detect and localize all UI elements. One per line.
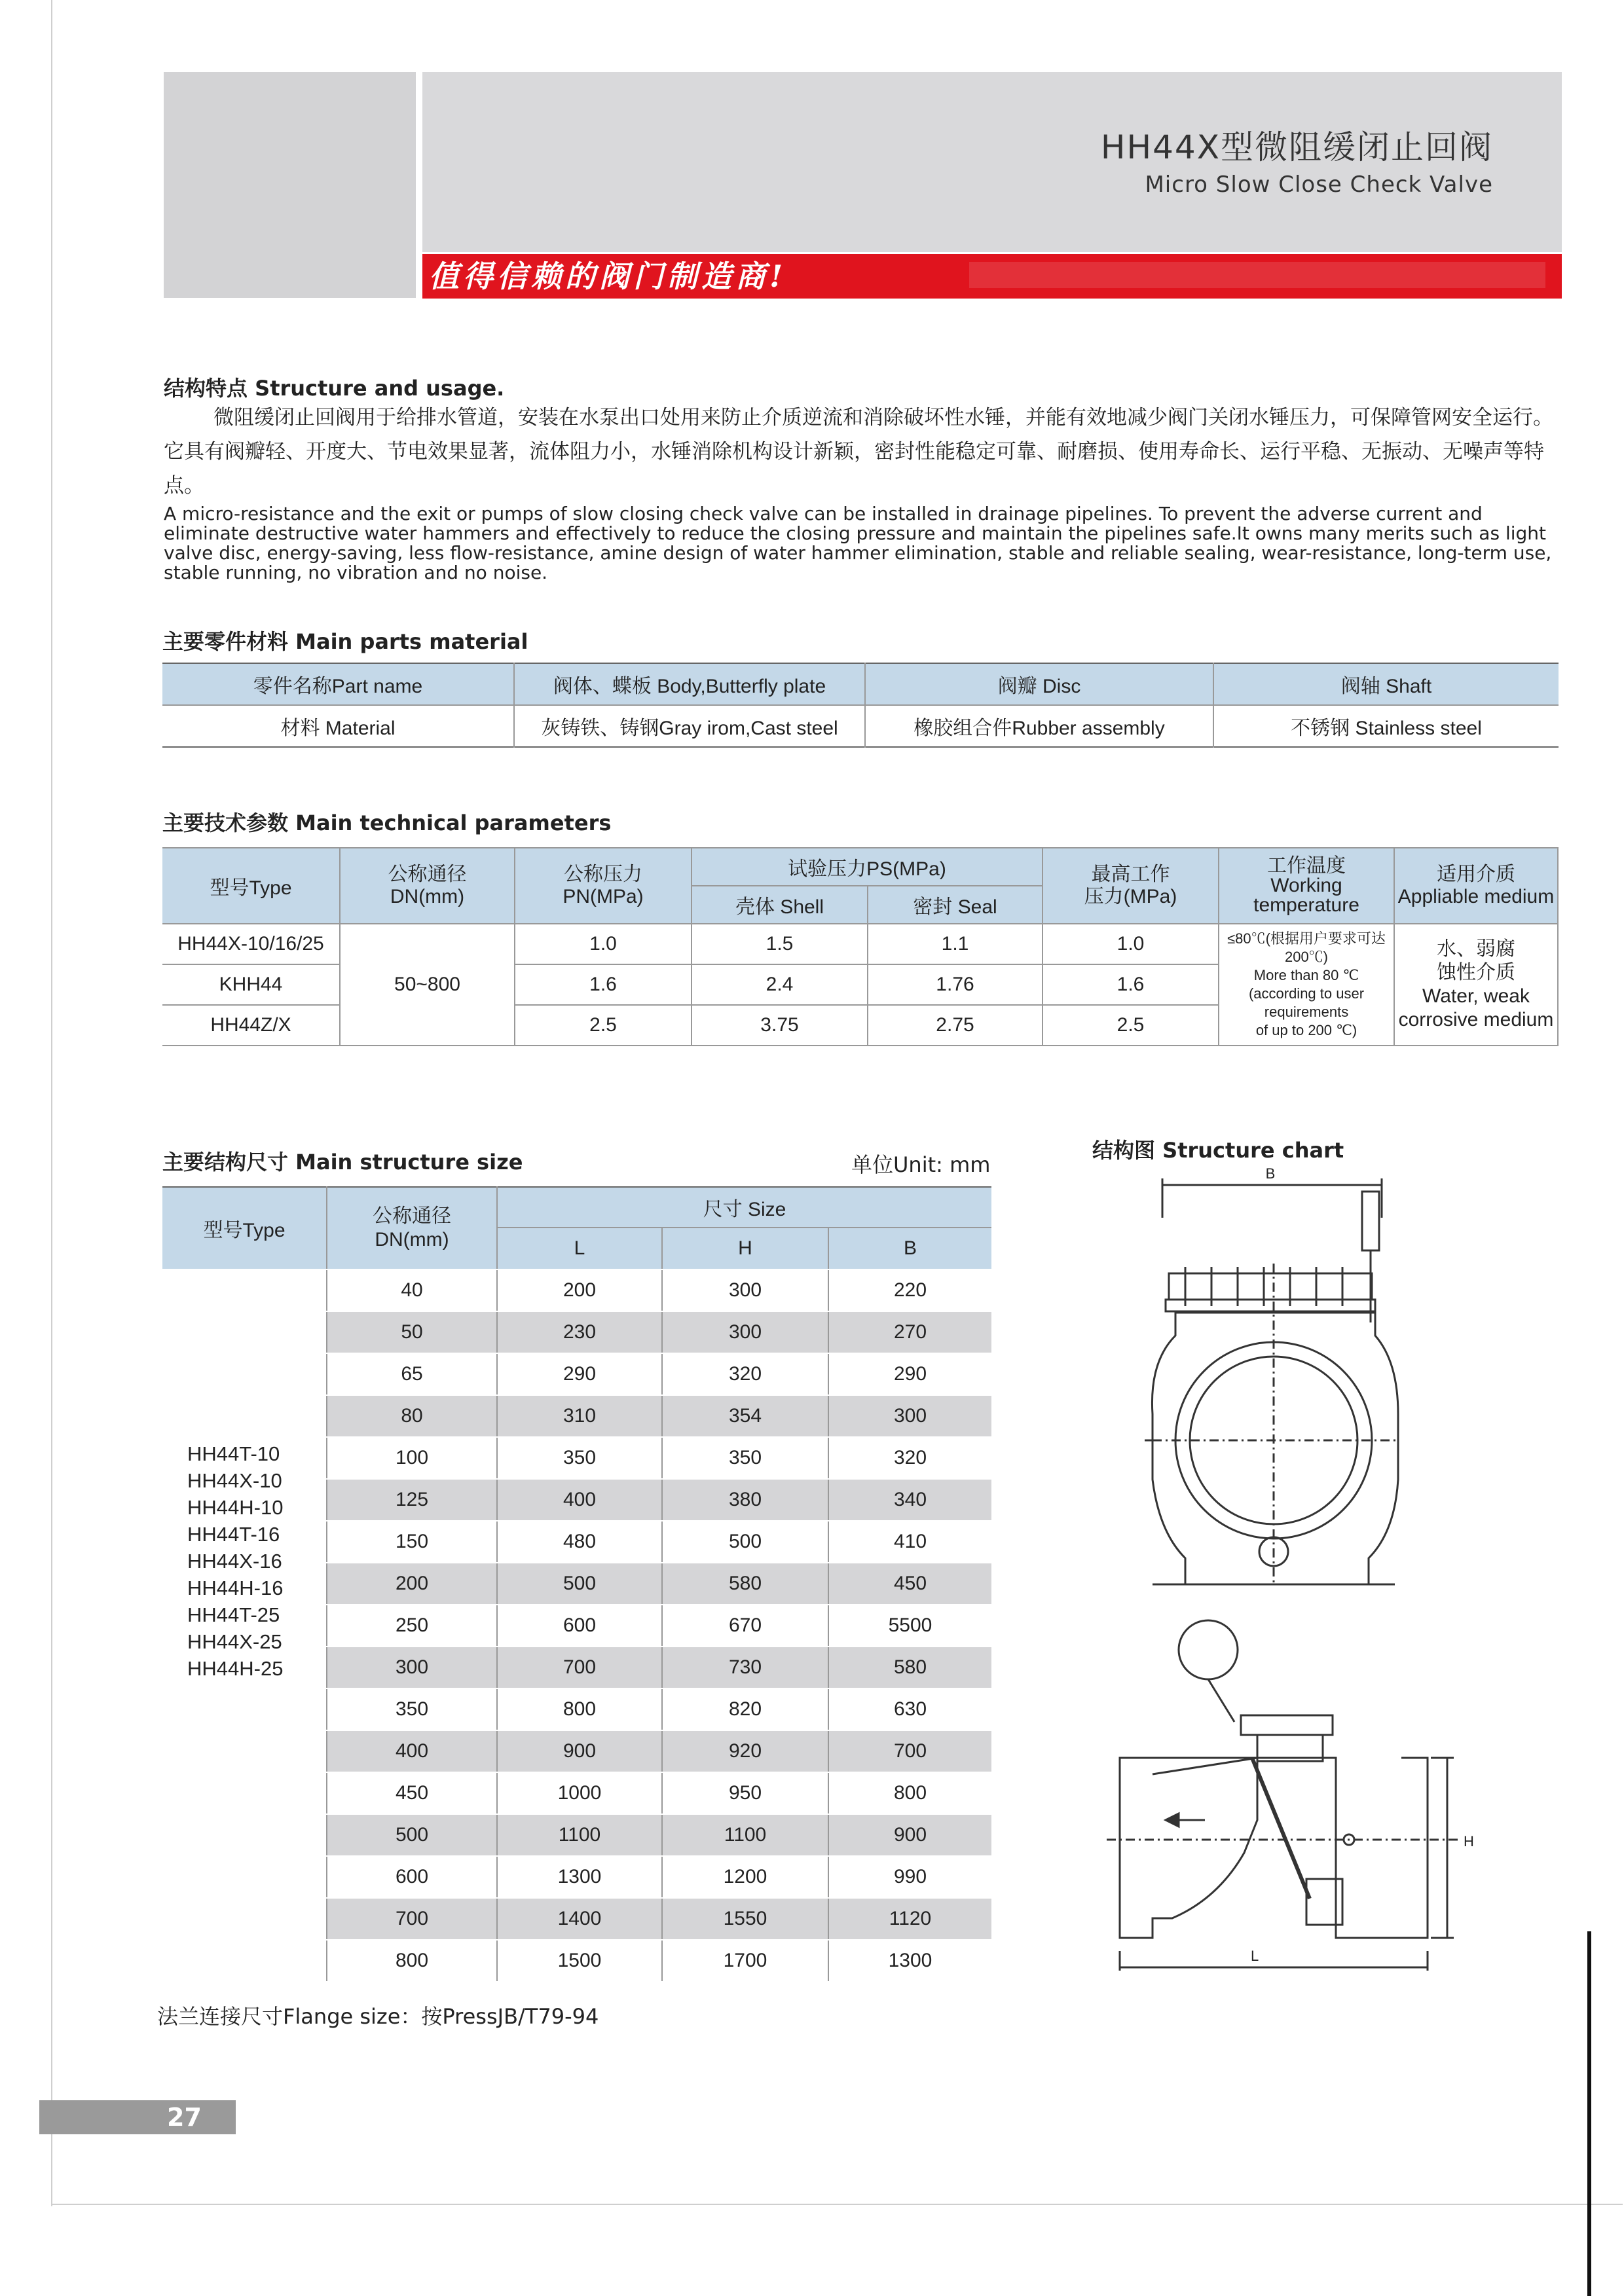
sizes-dn: 125	[327, 1479, 497, 1521]
tech-temp: ≤80℃(根据用户要求可达200℃) More than 80 ℃ (according to user requirements of up to 200 ℃)	[1219, 924, 1394, 1046]
slogan-band-texture	[969, 262, 1545, 288]
sizes-dn: 50	[327, 1311, 497, 1353]
tech-pn: 1.6	[515, 964, 692, 1005]
sizes-l: 350	[497, 1437, 662, 1479]
sizes-l: 800	[497, 1688, 662, 1730]
sizes-h: 580	[662, 1563, 828, 1605]
structure-chart	[1087, 1165, 1480, 2016]
tech-medium: 水、弱腐 蚀性介质 Water, weak corrosive medium	[1394, 924, 1558, 1046]
sizes-h: 380	[662, 1479, 828, 1521]
sizes-l: 1300	[497, 1856, 662, 1898]
sizes-header-row	[162, 1187, 991, 1228]
tech-shell: 1.5	[692, 924, 868, 964]
sizes-b: 1120	[828, 1898, 991, 1940]
sizes-dn: 40	[327, 1269, 497, 1311]
tech-type: HH44X-10/16/25	[162, 924, 340, 964]
sizes-header-dn: 公称通径 DN(mm)	[327, 1187, 497, 1269]
sizes-h: 1700	[662, 1940, 828, 1982]
sizes-header-h: H	[662, 1228, 828, 1269]
model-name: HH44T-10	[187, 1442, 280, 1465]
sizes-h: 320	[662, 1353, 828, 1395]
sizes-b: 450	[828, 1563, 991, 1605]
label-b: B	[1265, 1165, 1276, 1182]
sizes-l: 600	[497, 1605, 662, 1647]
slogan-text: 值得信赖的阀门制造商!	[429, 259, 787, 294]
model-name: HH44X-16	[187, 1550, 282, 1573]
page-edge-mark	[1587, 1931, 1591, 2296]
materials-heading: 主要零件材料 Main parts material	[162, 629, 528, 654]
sizes-header-l: L	[497, 1228, 662, 1269]
label-l: L	[1251, 1948, 1259, 1964]
sizes-model-list	[162, 1269, 327, 1982]
materials-cell: 阀轴 Shaft	[1213, 663, 1559, 705]
sizes-b: 320	[828, 1437, 991, 1479]
sizes-b: 410	[828, 1521, 991, 1563]
tech-header-medium: 适用介质 Appliable medium	[1394, 848, 1558, 924]
sizes-b: 1300	[828, 1940, 991, 1982]
sizes-dn: 350	[327, 1688, 497, 1730]
sizes-h: 1100	[662, 1814, 828, 1856]
sizes-h: 950	[662, 1772, 828, 1814]
model-name: HH44X-10	[187, 1469, 282, 1492]
tech-header-temp: 工作温度 Working temperature	[1219, 848, 1394, 924]
valve-body-front	[1152, 1313, 1398, 1584]
sizes-b: 290	[828, 1353, 991, 1395]
tech-heading: 主要技术参数 Main technical parameters	[162, 811, 612, 835]
sizes-b: 800	[828, 1772, 991, 1814]
materials-cell: 阀体、蝶板 Body,Butterfly plate	[514, 663, 865, 705]
tech-header-type: 型号Type	[162, 848, 340, 924]
sizes-h: 300	[662, 1311, 828, 1353]
sizes-b: 580	[828, 1647, 991, 1688]
sizes-dn: 600	[327, 1856, 497, 1898]
sizes-l: 290	[497, 1353, 662, 1395]
sizes-b: 5500	[828, 1605, 991, 1647]
sizes-dn: 300	[327, 1647, 497, 1688]
chart-heading: 结构图 Structure chart	[1092, 1138, 1344, 1163]
sizes-dn: 200	[327, 1563, 497, 1605]
tech-header-shell: 壳体 Shell	[692, 886, 868, 924]
page-title-en: Micro Slow Close Check Valve	[1145, 172, 1493, 198]
sizes-h: 730	[662, 1647, 828, 1688]
sizes-h: 1550	[662, 1898, 828, 1940]
sizes-b: 300	[828, 1395, 991, 1437]
structure-heading: 结构特点 Structure and usage.	[164, 376, 505, 401]
sizes-l: 500	[497, 1563, 662, 1605]
sizes-h: 500	[662, 1521, 828, 1563]
sizes-l: 230	[497, 1311, 662, 1353]
sizes-h: 300	[662, 1269, 828, 1311]
sizes-l: 900	[497, 1730, 662, 1772]
model-name: HH44H-10	[187, 1496, 284, 1519]
counterweight-wheel	[1179, 1620, 1238, 1679]
sizes-b: 700	[828, 1730, 991, 1772]
sizes-h: 920	[662, 1730, 828, 1772]
tech-max: 2.5	[1043, 1005, 1219, 1046]
tech-max: 1.0	[1043, 924, 1219, 964]
sizes-h: 670	[662, 1605, 828, 1647]
materials-cell: 阀瓣 Disc	[865, 663, 1213, 705]
page-title-cn: HH44X型微阻缓闭止回阀	[1100, 128, 1493, 166]
sizes-b: 220	[828, 1269, 991, 1311]
sizes-l: 1500	[497, 1940, 662, 1982]
tech-header-dn: 公称通径 DN(mm)	[340, 848, 515, 924]
page-number-bar	[39, 2100, 236, 2134]
label-h: H	[1464, 1833, 1474, 1850]
tech-row	[162, 924, 1558, 964]
tech-header-row	[162, 848, 1558, 886]
sizes-dn: 450	[327, 1772, 497, 1814]
sizes-b: 340	[828, 1479, 991, 1521]
tech-seal: 1.1	[868, 924, 1043, 964]
materials-value-row	[162, 705, 1559, 747]
tech-dn: 50~800	[340, 924, 515, 1046]
tech-pn: 2.5	[515, 1005, 692, 1046]
sizes-header-type: 型号Type	[162, 1187, 327, 1269]
tech-type: KHH44	[162, 964, 340, 1005]
sizes-h: 350	[662, 1437, 828, 1479]
tech-shell: 3.75	[692, 1005, 868, 1046]
tech-seal: 1.76	[868, 964, 1043, 1005]
sizes-dn: 800	[327, 1940, 497, 1982]
sizes-l: 1000	[497, 1772, 662, 1814]
sizes-b: 630	[828, 1688, 991, 1730]
disc	[1252, 1758, 1310, 1899]
sizes-l: 1400	[497, 1898, 662, 1940]
sizes-l: 480	[497, 1521, 662, 1563]
tech-table	[162, 847, 1559, 1046]
sizes-header-size: 尺寸 Size	[497, 1187, 991, 1228]
page-frame-bottom	[51, 2204, 1623, 2205]
sizes-dn: 100	[327, 1437, 497, 1479]
tech-header-seal: 密封 Seal	[868, 886, 1043, 924]
sizes-dn: 80	[327, 1395, 497, 1437]
header-gray-block	[164, 72, 416, 298]
tech-max: 1.6	[1043, 964, 1219, 1005]
flange-note: 法兰连接尺寸Flange size：按PressJB/T79-94	[157, 2004, 599, 2029]
sizes-h: 1200	[662, 1856, 828, 1898]
tech-seal: 2.75	[868, 1005, 1043, 1046]
sizes-dn: 250	[327, 1605, 497, 1647]
sizes-l: 200	[497, 1269, 662, 1311]
sizes-dn: 700	[327, 1898, 497, 1940]
tech-header-pn: 公称压力 PN(MPa)	[515, 848, 692, 924]
tech-shell: 2.4	[692, 964, 868, 1005]
sizes-l: 700	[497, 1647, 662, 1688]
model-name: HH44H-16	[187, 1576, 284, 1599]
valve-drawing	[1087, 1165, 1480, 2016]
materials-cell: 零件名称Part name	[162, 663, 514, 705]
sizes-b: 900	[828, 1814, 991, 1856]
sizes-table	[162, 1186, 991, 1982]
model-name: HH44H-25	[187, 1657, 284, 1680]
structure-description-en: A micro-resistance and the exit or pumps of slow closing check valve can be installed in drainage pipelines. To prevent the adverse current and eliminate destructive water hammers and effectively to reduce the closing pressure and maintain the pipelines safe.It owns many merits such as light valve disc, energy-saving, less flow-resistance, amine design of water hammer elimination, stable and reliable sealing, wear-resistance, long-term use, stable running, no vibration and no noise.	[164, 503, 1552, 583]
materials-header-row	[162, 663, 1559, 705]
tech-header-max: 最高工作 压力(MPa)	[1043, 848, 1219, 924]
structure-description-cn: 微阻缓闭止回阀用于给排水管道，安装在水泵出口处用来防止介质逆流和消除破坏性水锤，并能有效地减少阀门关闭水锤压力，可保障管网安全运行。它具有阀瓣轻、开度大、节电效果显著，流体阻力小，水锤消除机构设计新颖，密封性能稳定可靠、耐磨损、使用寿命长、运行平稳、无振动、无噪声等特点。	[164, 406, 1553, 498]
materials-cell: 不锈钢 Stainless steel	[1213, 705, 1559, 747]
model-name: HH44T-25	[187, 1603, 280, 1626]
model-name: HH44X-25	[187, 1630, 282, 1653]
sizes-header-b: B	[828, 1228, 991, 1269]
sizes-l: 310	[497, 1395, 662, 1437]
sizes-h: 820	[662, 1688, 828, 1730]
sizes-h: 354	[662, 1395, 828, 1437]
model-name: HH44T-16	[187, 1523, 280, 1546]
materials-cell: 灰铸铁、铸钢Gray irom,Cast steel	[514, 705, 865, 747]
unit-label: 单位Unit: mm	[851, 1152, 991, 1177]
tech-header-test: 试验压力PS(MPa)	[692, 848, 1043, 886]
sizes-b: 270	[828, 1311, 991, 1353]
sizes-row	[162, 1269, 991, 1311]
sizes-dn: 65	[327, 1353, 497, 1395]
tech-type: HH44Z/X	[162, 1005, 340, 1046]
materials-cell: 材料 Material	[280, 718, 396, 739]
sizes-dn: 400	[327, 1730, 497, 1772]
sizes-heading: 主要结构尺寸 Main structure size	[162, 1150, 523, 1175]
valve-body-side	[1120, 1758, 1257, 1938]
materials-table	[162, 663, 1559, 748]
page-number: 27	[167, 2103, 202, 2132]
materials-cell: 橡胶组合件Rubber assembly	[865, 705, 1213, 747]
page-frame-left	[51, 0, 52, 2206]
sizes-dn: 150	[327, 1521, 497, 1563]
sizes-b: 990	[828, 1856, 991, 1898]
sizes-dn: 500	[327, 1814, 497, 1856]
sizes-l: 1100	[497, 1814, 662, 1856]
sizes-l: 400	[497, 1479, 662, 1521]
tech-pn: 1.0	[515, 924, 692, 964]
